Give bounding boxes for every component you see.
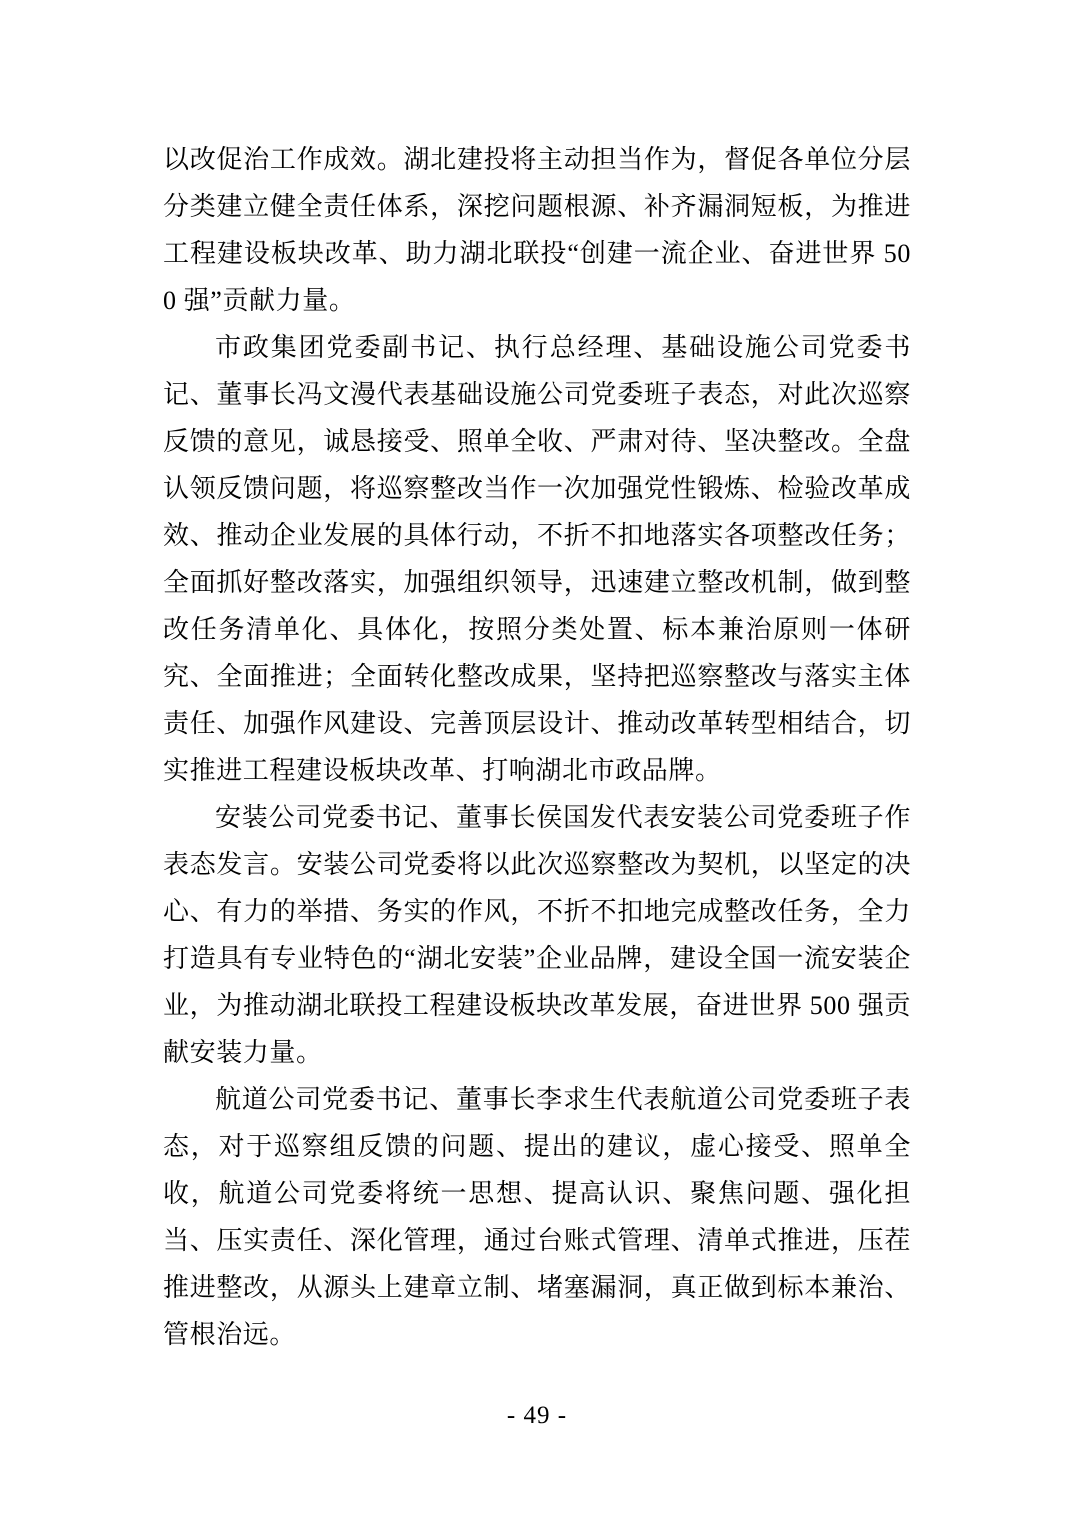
paragraph-shizheng-group-statement: 市政集团党委副书记、执行总经理、基础设施公司党委书记、董事长冯文漫代表基础设施公司党委班子表态，对此次巡察反馈的意见，诚恳接受、照单全收、严肃对待、坚决整改。全盘认领反馈问题，将巡察整改当作一次加强党性锻炼、检验改革成效、推动企业发展的具体行动，不折不扣地落实各项整改任务；全面抓好整改落实，加强组织领导，迅速建立整改机制，做到整改任务清单化、具体化，按照分类处置、标本兼治原则一体研究、全面推进；全面转化整改成果，坚持把巡察整改与落实主体责任、加强作风建设、完善顶层设计、推动改革转型相结合，切实推进工程建设板块改革、打响湖北市政品牌。: [163, 333, 911, 785]
document-body: [163, 136, 911, 1358]
paragraph-hangdao-company-statement: 航道公司党委书记、董事长李求生代表航道公司党委班子表态，对于巡察组反馈的问题、提出的建议，虚心接受、照单全收，航道公司党委将统一思想、提高认识、聚焦问题、强化担当、压实责任、深化管理，通过台账式管理、清单式推进，压茬推进整改，从源头上建章立制、堵塞漏洞，真正做到标本兼治、管根治远。: [163, 1085, 911, 1349]
paragraph-continuation: 以改促治工作成效。湖北建投将主动担当作为，督促各单位分层分类建立健全责任体系，深挖问题根源、补齐漏洞短板，为推进工程建设板块改革、助力湖北联投“创建一流企业、奋进世界 500 强”贡献力量。: [163, 145, 911, 315]
page-number: - 49 -: [506, 1402, 568, 1429]
paragraph-anzhuang-company-statement: 安装公司党委书记、董事长侯国发代表安装公司党委班子作表态发言。安装公司党委将以此次巡察整改为契机，以坚定的决心、有力的举措、务实的作风，不折不扣地完成整改任务，全力打造具有专业特色的“湖北安装”企业品牌，建设全国一流安装企业，为推动湖北联投工程建设板块改革发展，奋进世界 500 强贡献安装力量。: [163, 803, 911, 1067]
